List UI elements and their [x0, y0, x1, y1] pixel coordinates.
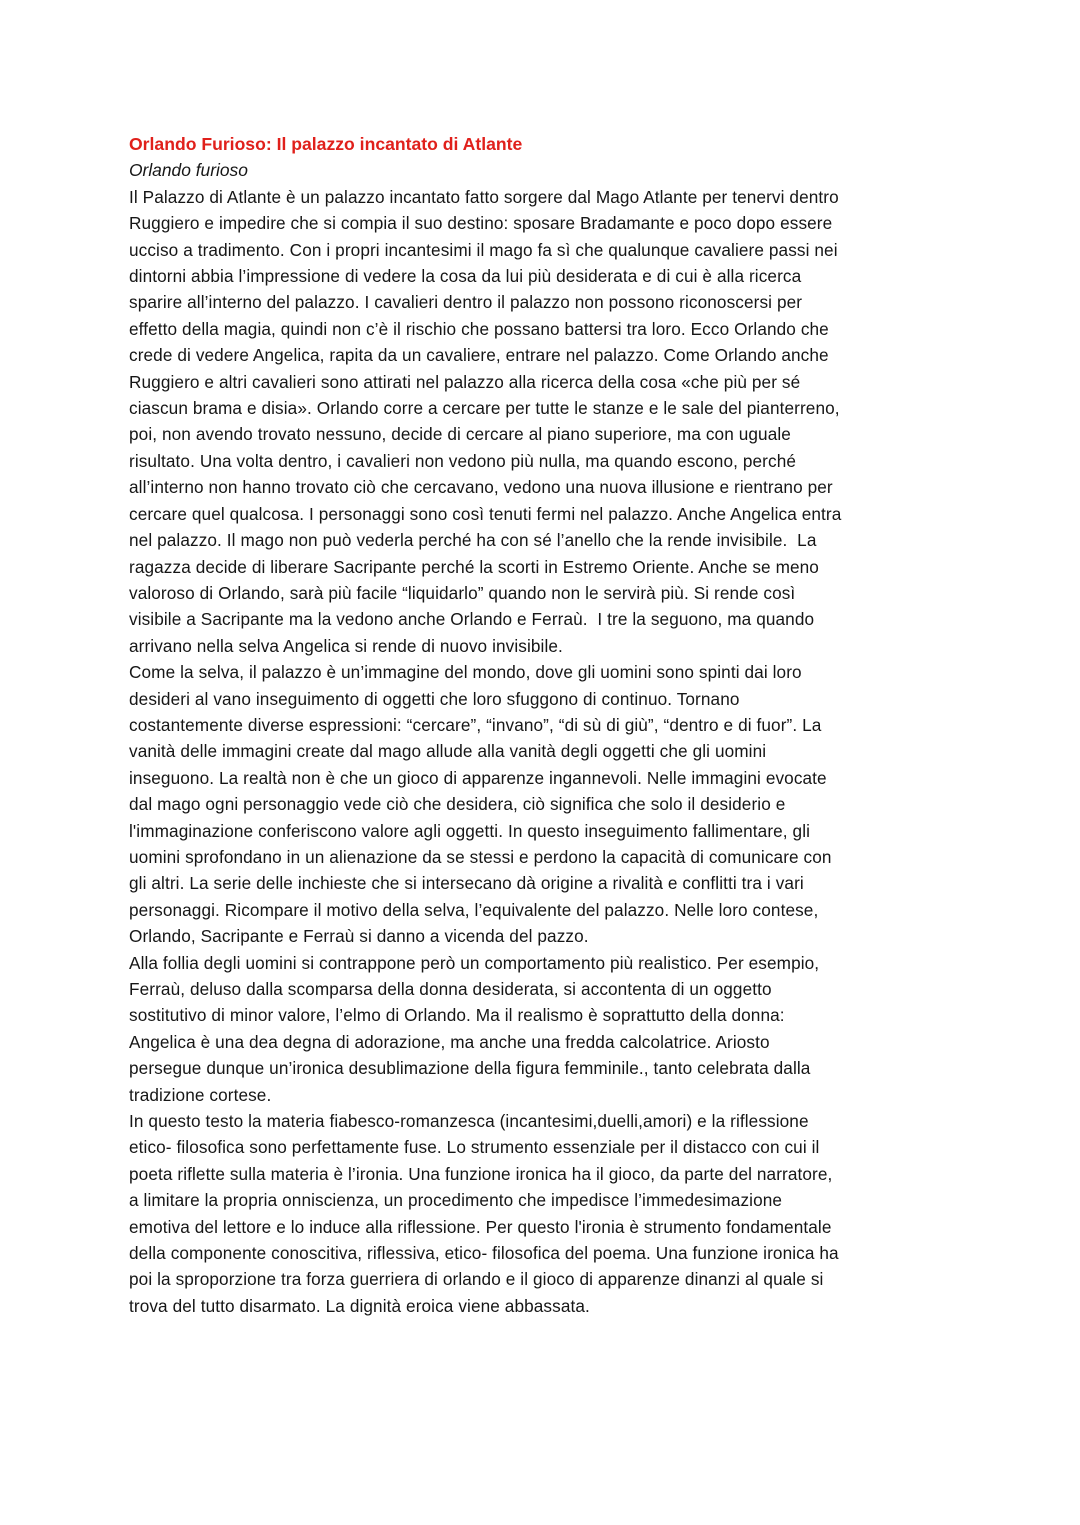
text-line: costantemente diverse espressioni: “cercare”, “invano”, “di sù di giù”, “dentro e di fuor”. La [129, 714, 822, 735]
document-subtitle: Orlando furioso [129, 160, 248, 181]
text-line: ciascun brama e disia». Orlando corre a cercare per tutte le stanze e le sale del pianterreno, [129, 398, 840, 419]
text-line: persegue dunque un’ironica desublimazione della figura femminile., tanto celebrata dalla [129, 1058, 811, 1079]
paragraph-selva-allegoria [129, 659, 959, 949]
text-line: ragazza decide di liberare Sacripante perché la scorti in Estremo Oriente. Anche se meno [129, 556, 819, 577]
text-line: poeta riflette sulla materia è l’ironia. Una funzione ironica ha il gioco, da parte del narratore, [129, 1163, 833, 1184]
text-line: Ferraù, deluso dalla scomparsa della donna desiderata, si accontenta di un oggetto [129, 979, 772, 999]
paragraph-ironia [129, 1108, 959, 1319]
text-line: Orlando, Sacripante e Ferraù si danno a vicenda del pazzo. [129, 926, 589, 947]
paragraph-realismo [129, 950, 959, 1108]
text-line: cercare quel qualcosa. I personaggi sono così tenuti fermi nel palazzo. Anche Angelica entra [129, 503, 842, 524]
text-line: sostitutivo di minor valore, l’elmo di Orlando. Ma il realismo è soprattutto della donna: [129, 1005, 785, 1026]
text-line: nel palazzo. Il mago non può vederla perché ha con sé l’anello che la rende invisibile. La [129, 530, 817, 551]
text-line: l'immaginazione conferiscono valore agli oggetti. In questo inseguimento fallimentare, gli [129, 820, 811, 841]
text-line: personaggi. Ricompare il motivo della selva, l’equivalente del palazzo. Nelle loro contese, [129, 899, 819, 920]
text-line: ucciso a tradimento. Con i propri incantesimi il mago fa sì che qualunque cavaliere passi nei [129, 239, 838, 260]
text-line: della componente conoscitiva, riflessiva, etico- filosofica del poema. Una funzione ironica ha [129, 1243, 839, 1264]
text-line: tradizione cortese. [129, 1084, 272, 1105]
text-line: etico- filosofica sono perfettamente fuse. Lo strumento essenziale per il distacco con cui il [129, 1137, 820, 1158]
text-line: valoroso di Orlando, sarà più facile “liquidarlo” quando non le servirà più. Si rende così [129, 582, 796, 603]
text-line: In questo testo la materia fiabesco-romanzesca (incantesimi,duelli,amori) e la riflessione [129, 1111, 809, 1132]
text-line: sparire all’interno del palazzo. I cavalieri dentro il palazzo non possono riconoscersi per [129, 292, 803, 313]
text-line: trova del tutto disarmato. La dignità eroica viene abbassata. [129, 1295, 590, 1316]
text-line: desideri al vano inseguimento di oggetti che loro sfuggono di continuo. Tornano [129, 688, 740, 709]
text-line: Alla follia degli uomini si contrappone però un comportamento più realistico. Per esempio, [129, 952, 820, 973]
text-line: dal mago ogni personaggio vede ciò che desidera, ciò significa che solo il desiderio e [129, 794, 786, 815]
text-line: Ruggiero e impedire che si compia il suo destino: sposare Bradamante e poco dopo essere [129, 213, 833, 234]
paragraph-palazzo-trama [129, 184, 959, 659]
text-line: emotiva del lettore e lo induce alla riflessione. Per questo l'ironia è strumento fondamentale [129, 1216, 832, 1237]
text-line: dintorni abbia l’impressione di vedere la cosa da lui più desiderata e di cui è alla ricerca [129, 266, 802, 287]
text-line: visibile a Sacripante ma la vedono anche Orlando e Ferraù. I tre la seguono, ma quando [129, 609, 815, 630]
text-line: vanità delle immagini create dal mago allude alla vanità degli oggetti che gli uomini [129, 741, 767, 762]
text-line: a limitare la propria onniscienza, un procedimento che impedisce l’immedesimazione [129, 1190, 783, 1211]
text-line: Ruggiero e altri cavalieri sono attirati nel palazzo alla ricerca della cosa «che più per sé [129, 371, 801, 392]
text-line: poi, non avendo trovato nessuno, decide di cercare al piano superiore, ma con uguale [129, 424, 791, 445]
text-line: gli altri. La serie delle inchieste che si intersecano dà origine a rivalità e conflitti tra i vari [129, 873, 804, 894]
text-line: Angelica è una dea degna di adorazione, ma anche una fredda calcolatrice. Ariosto [129, 1031, 770, 1052]
text-line: crede di vedere Angelica, rapita da un cavaliere, entrare nel palazzo. Come Orlando anche [129, 345, 829, 366]
text-line: poi la sproporzione tra forza guerriera di orlando e il gioco di apparenze dinanzi al quale si [129, 1269, 824, 1290]
text-line: inseguono. La realtà non è che un gioco di apparenze ingannevoli. Nelle immagini evocate [129, 767, 827, 788]
document-content [129, 131, 959, 1319]
text-line: effetto della magia, quindi non c’è il rischio che possano battersi tra loro. Ecco Orlando che [129, 318, 829, 339]
text-line: Come la selva, il palazzo è un’immagine del mondo, dove gli uomini sono spinti dai loro [129, 662, 802, 683]
text-line: all’interno non hanno trovato ciò che cercavano, vedono una nuova illusione e rientrano per [129, 477, 833, 498]
text-line: arrivano nella selva Angelica si rende di nuovo invisibile. [129, 635, 563, 656]
text-line: risultato. Una volta dentro, i cavalieri non vedono più nulla, ma quando escono, perché [129, 450, 797, 471]
text-line: Il Palazzo di Atlante è un palazzo incantato fatto sorgere dal Mago Atlante per tenervi dentro [129, 186, 839, 207]
text-line: uomini sprofondano in un alienazione da se stessi e perdono la capacità di comunicare con [129, 846, 832, 867]
document-title: Orlando Furioso: Il palazzo incantato di Atlante [129, 134, 523, 154]
